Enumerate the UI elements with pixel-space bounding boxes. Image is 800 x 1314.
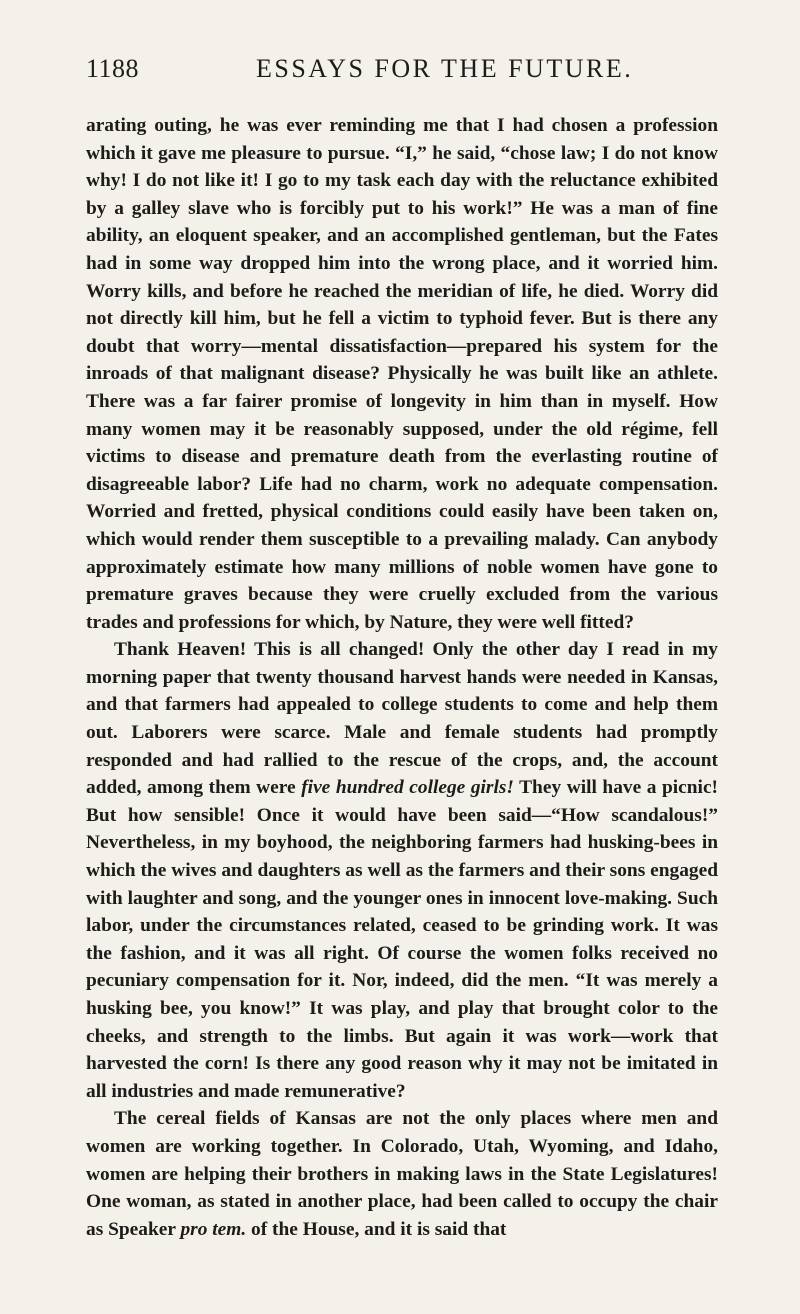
paragraph-1-text: arating outing, he was ever reminding me that I had chosen a profession which it gave me pleasure to pursue. “I,” he said, “chose law; I do not know why! I do not like it! I go to my task each day with the reluctance exhibited by a galley slave who is forcibly put to his work!” He was a man of fine ability, an eloquent speaker, and an accomplished gentleman, but the Fates had in some way dropped him into the wrong place, and it worried him. Worry kills, and before he reached the meridian of life, he died. Worry did not directly kill him, but he fell a victim to typhoid fever. But is there any doubt that worry—mental dissatisfaction—prepared his system for the inroads of that malignant disease? Physically he was built like an athlete. There was a far fairer promise of longevity in him than in myself. How many women may it be reasonably supposed, under the old régime, fell victims to disease and premature death from the everlasting routine of disagreeable labor? Life had no charm, work no adequate compensation. Worried and fretted, physical conditions could easily have been taken on, which would render them susceptible to a prevailing malady. Can anybody approximately estimate how many millions of noble women have gone to premature graves because they were cruelly excluded from the various trades and professions for which, by Nature, they were well fitted? [86, 115, 718, 633]
page-number: 1188 [86, 54, 140, 83]
paragraph-2-text-before: Thank Heaven! This is all changed! Only the other day I read in my morning paper that twenty thousand harvest hands were needed in Kansas, and that farmers had appealed to college students to come and help them out. Laborers were scarce. Male and female students had promptly responded and had rallied to the rescue of the crops, and, the account added, among them were [86, 639, 718, 799]
body-text [86, 112, 718, 1243]
paragraph-2 [86, 636, 718, 1105]
paragraph-3-text-after: of the House, and it is said that [246, 1218, 507, 1240]
paragraph-2-text-after: They will have a picnic! But how sensible! Once it would have been said—“How scandalous!” Nevertheless, in my boyhood, the neighboring farmers had husking-bees in which the wives and daughters as well as the farmers and their sons engaged with laughter and song, and the younger ones in innocent love-making. Such labor, under the circumstances related, ceased to be grinding work. It was the fashion, and it was all right. Of course the women folks received no pecuniary compensation for it. Nor, indeed, did the men. “It was merely a husking bee, you know!” It was play, and play that brought color to the cheeks, and strength to the limbs. But again it was work—work that harvested the corn! Is there any good reason why it may not be imitated in all industries and made remunerative? [86, 777, 719, 1102]
paragraph-1 [86, 112, 718, 636]
page-header [86, 48, 716, 88]
paragraph-3-text-before: The cereal fields of Kansas are not the only places where men and women are working together. In Colorado, Utah, Wyoming, and Idaho, women are helping their brothers in making laws in the State Legislatures! One woman, as stated in another place, had been called to occupy the chair as Speaker [86, 1108, 718, 1240]
paragraph-2-emphasis: five hundred college girls! [301, 777, 514, 799]
running-head: ESSAYS FOR THE FUTURE. [256, 54, 634, 83]
paragraph-3 [86, 1105, 718, 1243]
paragraph-3-emphasis: pro tem. [180, 1218, 247, 1240]
